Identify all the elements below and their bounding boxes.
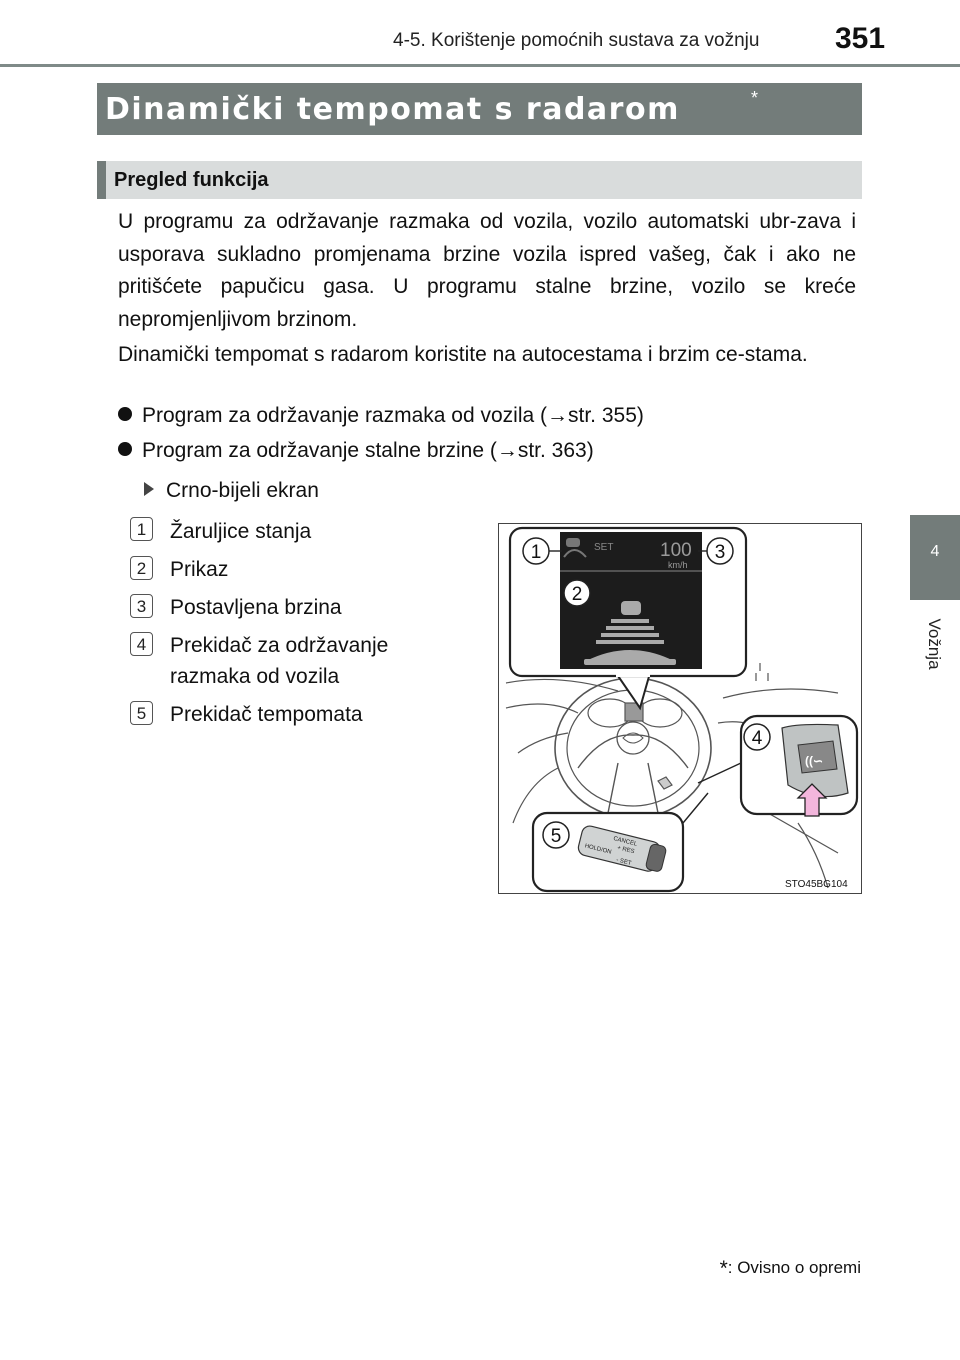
legend-number: 5 (130, 701, 153, 725)
svg-text:((∽: ((∽ (805, 754, 824, 768)
intro-paragraph: U programu za održavanje razmaka od vozila, vozilo automatski ubr-zava i usporava sukladno promjenama brzine vozila ispred vašeg, čak i ako ne pritišćete papučicu gasa. U programu stalne brzine, vozilo se kreće nepromjenljivom brzinom. (118, 210, 856, 331)
triangle-bullet-icon (144, 482, 154, 496)
chapter-label-text: Vožnja (925, 618, 944, 670)
footnote-asterisk: * (719, 1257, 728, 1280)
legend-number: 2 (130, 556, 153, 580)
subsection-bar (97, 161, 862, 199)
bullet-text[interactable]: Program za održavanje razmaka od vozila (→str. 355) (142, 404, 644, 427)
callout-3: 3 (714, 542, 726, 563)
subsection-title: Pregled funkcija (114, 169, 269, 191)
bullet-item (118, 439, 594, 463)
usage-paragraph: Dinamički tempomat s radarom koristite na autocestama i brzim ce-stama. (118, 343, 808, 366)
cockpit-illustration (498, 523, 862, 894)
display-speed: 100 (660, 540, 692, 561)
lever-label-set: - SET (615, 857, 632, 867)
callout-1: 1 (530, 542, 542, 563)
lever-label-res: + RES (616, 845, 635, 856)
legend-number: 4 (130, 632, 153, 656)
illustration-code: STO45BG104 (785, 879, 848, 890)
lever-label-hold: HOLD/ON (583, 843, 612, 856)
page-title-bar (97, 83, 862, 135)
bullet-text[interactable]: Program za održavanje stalne brzine (→str. 363) (142, 439, 594, 462)
legend-text: Postavljena brzina (170, 596, 342, 619)
callout-2: 2 (571, 584, 583, 605)
display-type-text: Crno-bijeli ekran (166, 479, 319, 502)
legend-text: Žaruljice stanja (170, 520, 312, 543)
display-speed-unit: km/h (668, 560, 688, 570)
chapter-number: 4 (930, 543, 940, 560)
legend-text: Prekidač za održavanje razmaka od vozila (170, 634, 389, 688)
title-asterisk: * (751, 88, 759, 108)
subsection-accent (97, 161, 106, 199)
page-number: 351 (835, 22, 886, 55)
legend-number: 1 (130, 517, 153, 541)
bullet-item (118, 404, 644, 428)
lever-label-cancel: CANCEL (612, 836, 638, 848)
display-type-heading (144, 479, 319, 503)
footnote (720, 1257, 861, 1281)
legend-text: Prikaz (170, 558, 229, 581)
footnote-text: : Ovisno o opremi (727, 1258, 861, 1277)
section-header: 4-5. Korištenje pomoćnih sustava za vožnju (393, 30, 760, 51)
bullet-icon (118, 442, 132, 456)
callout-5: 5 (550, 826, 562, 847)
legend-text: Prekidač tempomata (170, 703, 363, 726)
legend-number: 3 (130, 594, 153, 618)
display-set-label: SET (594, 542, 614, 553)
chapter-label (919, 604, 949, 684)
bullet-icon (118, 407, 132, 421)
callout-4: 4 (751, 728, 763, 749)
header-divider (0, 64, 960, 67)
page-title: Dinamički tempomat s radarom (105, 92, 680, 127)
